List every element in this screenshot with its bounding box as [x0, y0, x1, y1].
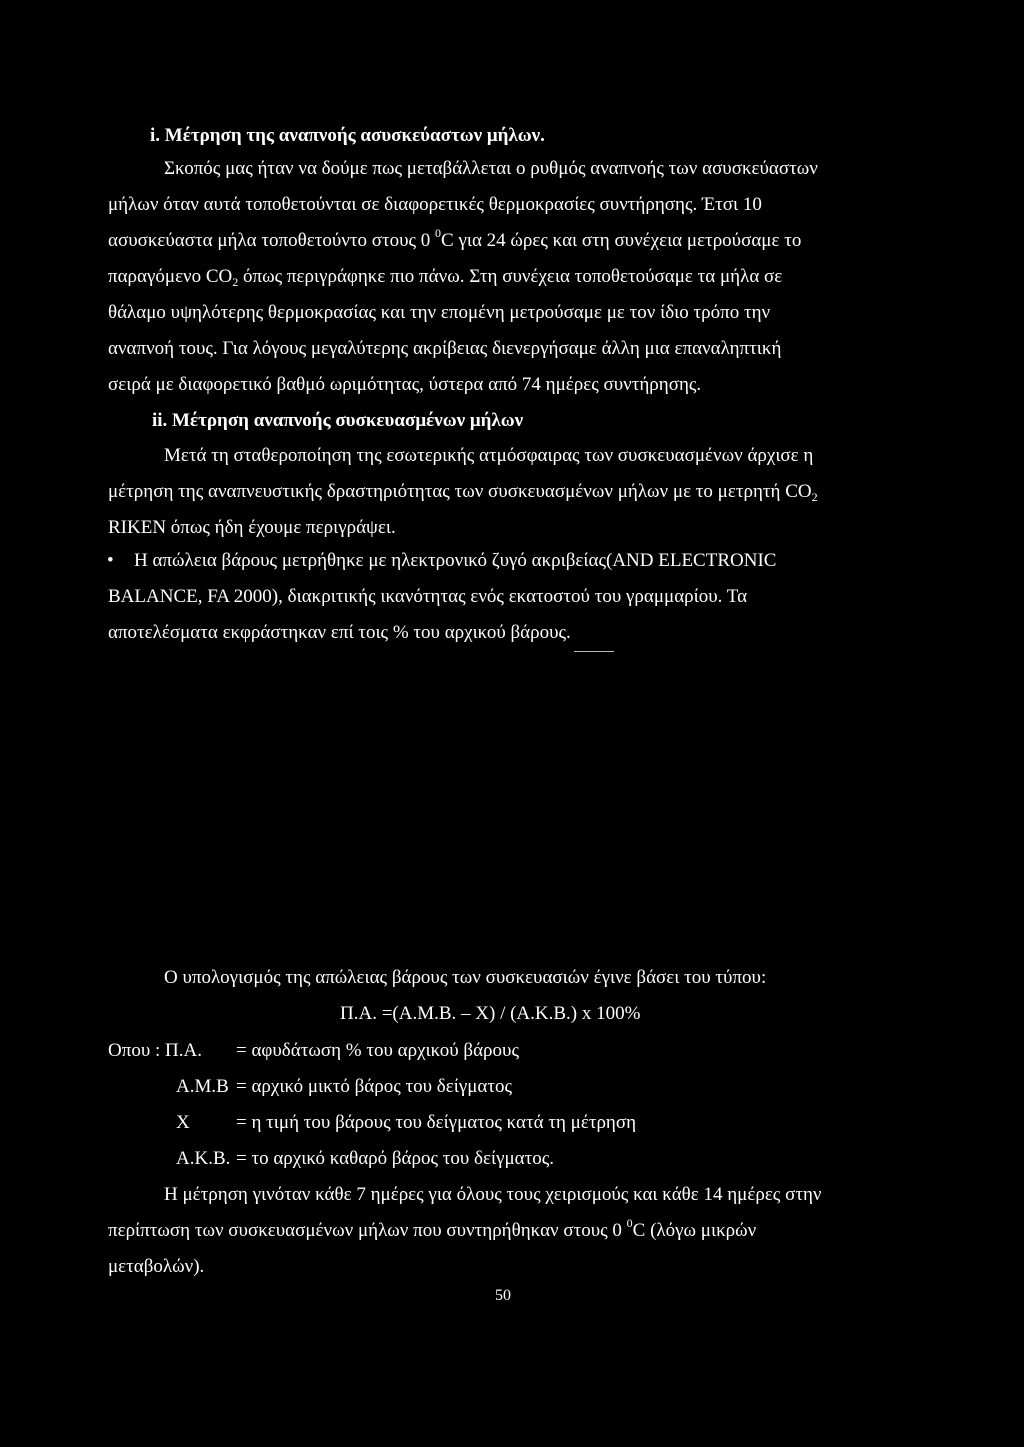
paragraph-line: παραγόμενο $CO_2$ όπως περιγράφηκε πιο πάνω. Στη συνέχεια τοποθετούσαμε τα μήλα σε	[108, 266, 783, 289]
paragraph-line: σειρά με διαφορετικό βαθμό ωριμότητας, ύστερα από 74 ημέρες συντήρησης.	[108, 374, 702, 395]
bullet-marker: •	[107, 550, 114, 571]
definition-meaning: = αρχικό μικτό βάρος του δείγματος	[236, 1076, 513, 1097]
separator-line	[574, 651, 614, 652]
section-ii-heading: ii. Μέτρηση αναπνοής συσκευασμένων μήλων	[152, 410, 524, 431]
paragraph-line: Η μέτρηση γινόταν κάθε 7 ημέρες για όλους τους χειρισμούς και κάθε 14 ημέρες στην	[164, 1184, 822, 1205]
paragraph-line: μέτρηση της αναπνευστικής δραστηριότητας των συσκευασμένων μήλων με το μετρητή $CO_2$	[108, 481, 818, 504]
bullet-line: Η απώλεια βάρους μετρήθηκε με ηλεκτρονικό ζυγό ακριβείας(AND ELECTRONIC	[134, 550, 777, 571]
section-i-heading: i. Μέτρηση της αναπνοής ασυσκεύαστων μήλων.	[150, 125, 545, 146]
definition-row: Οπου : Π.Α.	[108, 1040, 202, 1061]
paragraph-line: Σκοπός μας ήταν να δούμε πως μεταβάλλεται ο ρυθμός αναπνοής των ασυσκεύαστων	[164, 158, 818, 179]
paragraph-line: θάλαμο υψηλότερης θερμοκρασίας και την επομένη μετρούσαμε με τον ίδιο τρόπο την	[108, 302, 771, 323]
definition-symbol: Χ	[176, 1112, 190, 1133]
definition-meaning: = το αρχικό καθαρό βάρος του δείγματος.	[236, 1148, 555, 1169]
paragraph-line: μεταβολών).	[108, 1256, 205, 1277]
definition-symbol: Α.Μ.Β	[176, 1076, 229, 1097]
definition-meaning: = αφυδάτωση % του αρχικού βάρους	[236, 1040, 519, 1061]
paragraph-line: RIKEN όπως ήδη έχουμε περιγράψει.	[108, 517, 396, 538]
definition-symbol: Α.Κ.Β.	[176, 1148, 231, 1169]
formula-equation: Π.Α. =(Α.Μ.Β. – Χ) / (Α.Κ.Β.) x 100%	[340, 1003, 641, 1024]
page-number: 50	[495, 1287, 511, 1304]
paragraph-line: μήλων όταν αυτά τοποθετούνται σε διαφορετικές θερμοκρασίες συντήρησης. Έτσι 10	[108, 194, 762, 215]
paragraph-line: Μετά τη σταθεροποίηση της εσωτερικής ατμόσφαιρας των συσκευασμένων άρχισε η	[164, 445, 814, 466]
paragraph-line: αναπνοή τους. Για λόγους μεγαλύτερης ακρίβειας διενεργήσαμε άλλη μια επαναληπτική	[108, 338, 782, 359]
bullet-line: BALANCE, FA 2000), διακριτικής ικανότητας ενός εκατοστού του γραμμαρίου. Τα	[108, 586, 748, 607]
formula-intro: Ο υπολογισμός της απώλειας βάρους των συσκευασιών έγινε βάσει του τύπου:	[164, 967, 767, 988]
bullet-line: αποτελέσματα εκφράστηκαν επί τοις % του αρχικού βάρους.	[108, 622, 571, 643]
paragraph-line: περίπτωση των συσκευασμένων μήλων που συντηρήθηκαν στους 0 $^0$C (λόγω μικρών	[108, 1216, 757, 1241]
paragraph-line: ασυσκεύαστα μήλα τοποθετούντο στους 0 $^0$C για 24 ώρες και στη συνέχεια μετρούσαμε το	[108, 226, 802, 251]
definition-meaning: = η τιμή του βάρους του δείγματος κατά τη μέτρηση	[236, 1112, 637, 1133]
